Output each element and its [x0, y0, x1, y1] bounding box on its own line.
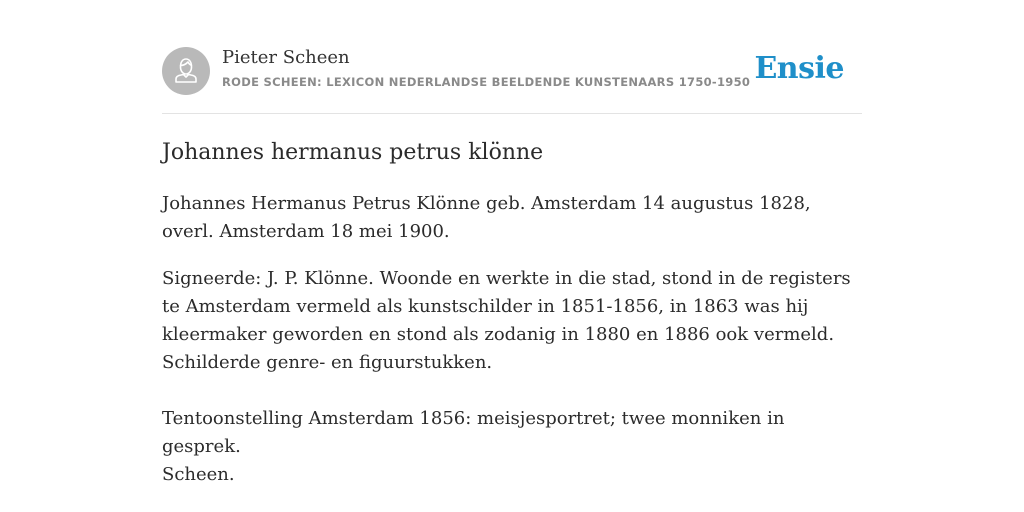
author-name[interactable]: Pieter Scheen: [222, 47, 350, 68]
article-card: [162, 0, 862, 512]
paragraph-source: Scheen.: [162, 464, 235, 485]
brand-logo[interactable]: Ensie: [754, 51, 844, 86]
source-title[interactable]: RODE SCHEEN: LEXICON NEDERLANDSE BEELDENDE KUNSTENAARS 1750-1950: [222, 75, 751, 89]
paragraph-biography: Signeerde: J. P. Klönne. Woonde en werkte in die stad, stond in de registers te Amsterdam vermeld als kunstschilder in 1851-1856, in 1863 was hij kleermaker geworden en stond als zodanig in 1880 en 1886 ook vermeld. Schilderde genre- en figuurstukken.: [162, 268, 851, 373]
user-outline-icon: [162, 47, 210, 95]
paragraph-exhibition: Tentoonstelling Amsterdam 1856: meisjesportret; twee monniken in gesprek.: [162, 408, 785, 457]
article-title: Johannes hermanus petrus klönne: [162, 140, 544, 165]
paragraph-birth-death: Johannes Hermanus Petrus Klönne geb. Amsterdam 14 augustus 1828, overl. Amsterdam 18 mei 1900.: [162, 193, 811, 242]
avatar[interactable]: [162, 47, 210, 95]
header-divider: [162, 113, 862, 114]
article-header: [162, 47, 862, 97]
